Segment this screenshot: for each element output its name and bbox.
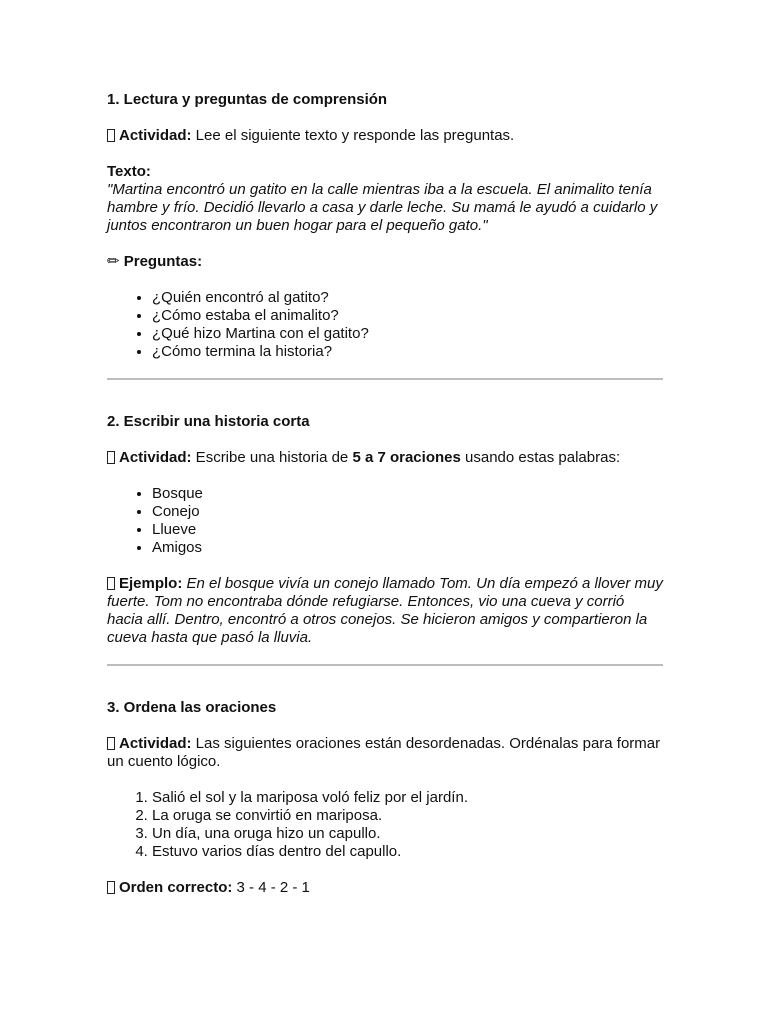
section2-activity-bold: 5 a 7 oraciones: [352, 449, 461, 466]
section1-title: 1. Lectura y preguntas de comprensión: [107, 91, 388, 108]
section1-activity-text: Lee el siguiente texto y responde las preguntas.: [191, 127, 515, 144]
missing-glyph-icon: [107, 129, 115, 142]
list-item: 4. Estuvo varios días dentro del capullo.: [152, 843, 663, 861]
section1-texto-label-line: [107, 163, 663, 181]
missing-glyph-icon: [107, 737, 115, 750]
section1-texto-body: [107, 181, 663, 235]
section1-activity: [107, 127, 663, 145]
section2-activity: [107, 449, 663, 467]
missing-glyph-icon: [107, 881, 115, 894]
list-item: 1. Salió el sol y la mariposa voló feliz por el jardín.: [152, 789, 663, 807]
section3-sentence-list: [107, 789, 663, 861]
list-item: • Bosque: [152, 485, 663, 503]
list-item: • ¿Cómo termina la historia?: [152, 343, 663, 361]
section2-word-list: [107, 485, 663, 557]
section1-texto-italic: "Martina encontró un gatito en la calle mientras iba a la escuela. El animalito tenía hambre y frío. Decidió llevarlo a casa y darle leche. Su mamá le ayudó a cuidarlo y juntos encontraron un buen hogar para el pequeño gato.": [107, 181, 658, 234]
section1-preguntas: [107, 253, 663, 271]
document-content: [107, 91, 663, 897]
divider: [107, 664, 663, 666]
section1-activity-label: Actividad:: [119, 127, 192, 144]
section3-answer-label: Orden correcto:: [119, 879, 233, 896]
section2-title: 2. Escribir una historia corta: [107, 413, 310, 430]
list-item: • ¿Cómo estaba el animalito?: [152, 307, 663, 325]
section3-activity-label: Actividad:: [119, 735, 192, 752]
section1-question-list: [107, 289, 663, 361]
section2-example: [107, 575, 663, 647]
list-item: • ¿Qué hizo Martina con el gatito?: [152, 325, 663, 343]
section2-example-label: Ejemplo:: [119, 575, 183, 592]
list-item: 2. La oruga se convirtió en mariposa.: [152, 807, 663, 825]
section3-answer: [107, 879, 663, 897]
section2-activity-post: usando estas palabras:: [460, 449, 621, 466]
section1-preguntas-label: Preguntas:: [123, 253, 203, 270]
section2-example-text: En el bosque vivía un conejo llamado Tom. Un día empezó a llover muy fuerte. Tom no encontraba dónde refugiarse. Entonces, vio una cueva y corrió hacia allí. Dentro, encontró a otros conejos. Se hicieron amigos y compartieron la cueva hasta que pasó la lluvia.: [107, 575, 663, 646]
section2-activity-pre: Escribe una historia de: [191, 449, 353, 466]
section3-activity-text: Las siguientes oraciones están desordenadas. Ordénalas para formar un cuento lógico.: [107, 735, 661, 770]
list-item: • Conejo: [152, 503, 663, 521]
section1-texto-label: Texto:: [107, 163, 151, 180]
divider: [107, 378, 663, 380]
missing-glyph-icon: [107, 577, 115, 590]
list-item: • Llueve: [152, 521, 663, 539]
section2-activity-label: Actividad:: [119, 449, 192, 466]
section3-activity: [107, 735, 663, 771]
section3-answer-value: 3 - 4 - 2 - 1: [232, 879, 310, 896]
list-item: • Amigos: [152, 539, 663, 557]
section3-title: 3. Ordena las oraciones: [107, 699, 277, 716]
pencil-icon: ✏: [107, 253, 120, 270]
list-item: • ¿Quién encontró al gatito?: [152, 289, 663, 307]
list-item: 3. Un día, una oruga hizo un capullo.: [152, 825, 663, 843]
missing-glyph-icon: [107, 451, 115, 464]
